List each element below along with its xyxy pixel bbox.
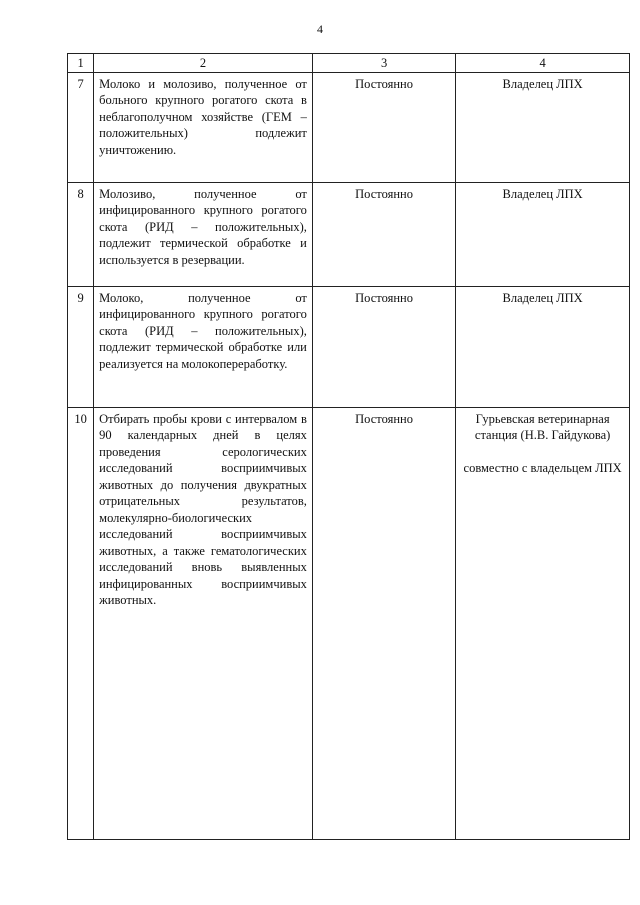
measure-period: Постоянно	[312, 407, 455, 840]
column-header-4: 4	[456, 54, 630, 73]
responsible-line: Гурьевская ветеринарная станция (Н.В. Гайдукова)	[474, 411, 611, 442]
responsible-line: Владелец ЛПХ	[502, 76, 583, 91]
measure-description: Молозиво, полученное от инфицированного крупного рогатого скота (РИД – положительных), подлежит термической обработке и используется в резервации.	[94, 182, 313, 286]
measure-description: Молоко, полученное от инфицированного крупного рогатого скота (РИД – положительных), подлежит термической обработке или реализуется на молокопереработку.	[94, 286, 313, 407]
measure-responsible	[456, 182, 630, 286]
table-header-row	[68, 54, 630, 73]
measure-description: Молоко и молозиво, полученное от больного крупного рогатого скота в неблагополучном хозяйстве (ГЕМ – положительных) подлежит уничтожению.	[94, 72, 313, 182]
measure-responsible	[456, 407, 630, 840]
column-header-1: 1	[68, 54, 94, 73]
column-header-2: 2	[94, 54, 313, 73]
responsible-line: Владелец ЛПХ	[502, 186, 583, 201]
responsible-spacer	[461, 444, 624, 460]
row-number: 9	[68, 286, 94, 407]
measures-table	[67, 53, 630, 840]
page-number: 4	[317, 22, 323, 36]
table-row	[68, 182, 630, 286]
measure-period: Постоянно	[312, 72, 455, 182]
measure-description: Отбирать пробы крови с интервалом в 90 календарных дней в целях проведения серологических исследований восприимчивых животных до получения двукратных отрицательных результатов, молекулярно-биологических исследований восприимчивых животных, а также гематологических исследований вновь выявленных инфицированных восприимчивых животных.	[94, 407, 313, 840]
row-number: 10	[68, 407, 94, 840]
measure-period: Постоянно	[312, 286, 455, 407]
table-row	[68, 72, 630, 182]
table-row	[68, 407, 630, 840]
row-number: 7	[68, 72, 94, 182]
measure-responsible	[456, 286, 630, 407]
responsible-line: совместно с владельцем ЛПХ	[463, 460, 622, 475]
table-row	[68, 286, 630, 407]
column-header-3: 3	[312, 54, 455, 73]
measure-period: Постоянно	[312, 182, 455, 286]
measure-responsible	[456, 72, 630, 182]
row-number: 8	[68, 182, 94, 286]
responsible-line: Владелец ЛПХ	[502, 290, 583, 305]
